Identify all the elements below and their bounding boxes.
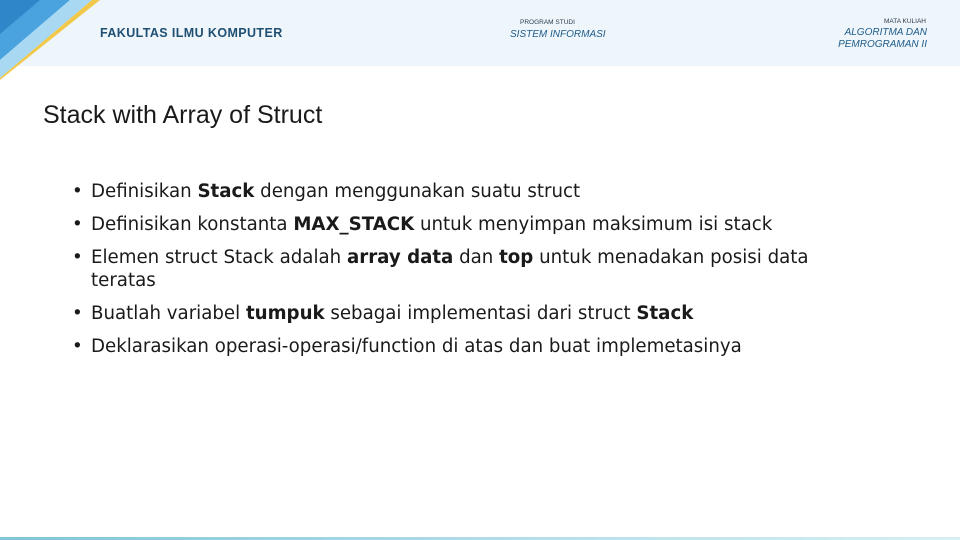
bullet-item [72,247,862,292]
bullet-bold-text: array data [346,247,454,268]
bullet-bold-text: Stack [197,181,255,202]
bullet-item [72,336,862,359]
bullet-text: Elemen struct Stack adalah [91,247,347,268]
bullet-bold-text: MAX_STACK [293,214,415,235]
course-value-line1: ALGORITMA DAN [844,27,927,38]
program-value: SISTEM INFORMASI [510,29,606,40]
bullet-bold-text: top [499,247,534,268]
program-label: PROGRAM STUDI [520,19,575,26]
bullet-bold-text: Stack [636,302,694,324]
bullet-text: untuk menyimpan maksimum isi stack [414,214,773,235]
bullet-text: dengan menggunakan suatu struct [254,181,581,202]
bullet-text: Definisikan [91,181,198,202]
bullet-text: untuk menadakan posisi data teratas [91,247,809,291]
bullet-text: sebagai implementasi dari struct [324,302,637,324]
bullet-bold-text: tumpuk [245,302,325,324]
course-label: MATA KULIAH [883,18,926,25]
corner-stripes-decoration [0,0,110,80]
bullet-text: Definisikan konstanta [91,214,294,235]
bullet-item [72,214,862,237]
bullet-list [72,181,862,369]
bullet-item [72,181,862,204]
course-value [787,27,927,51]
faculty-name: FAKULTAS ILMU KOMPUTER [100,26,283,40]
header-bar [0,0,960,66]
course-value-line2: PEMROGRAMAN II [838,39,927,50]
slide-title: Stack with Array of Struct [43,101,323,129]
bullet-text: dan [453,247,500,268]
bullet-text: Deklarasikan operasi-operasi/function di atas dan buat implemetasinya [91,335,742,357]
bullet-text: Buatlah variabel [91,302,246,324]
bullet-item [72,303,862,326]
